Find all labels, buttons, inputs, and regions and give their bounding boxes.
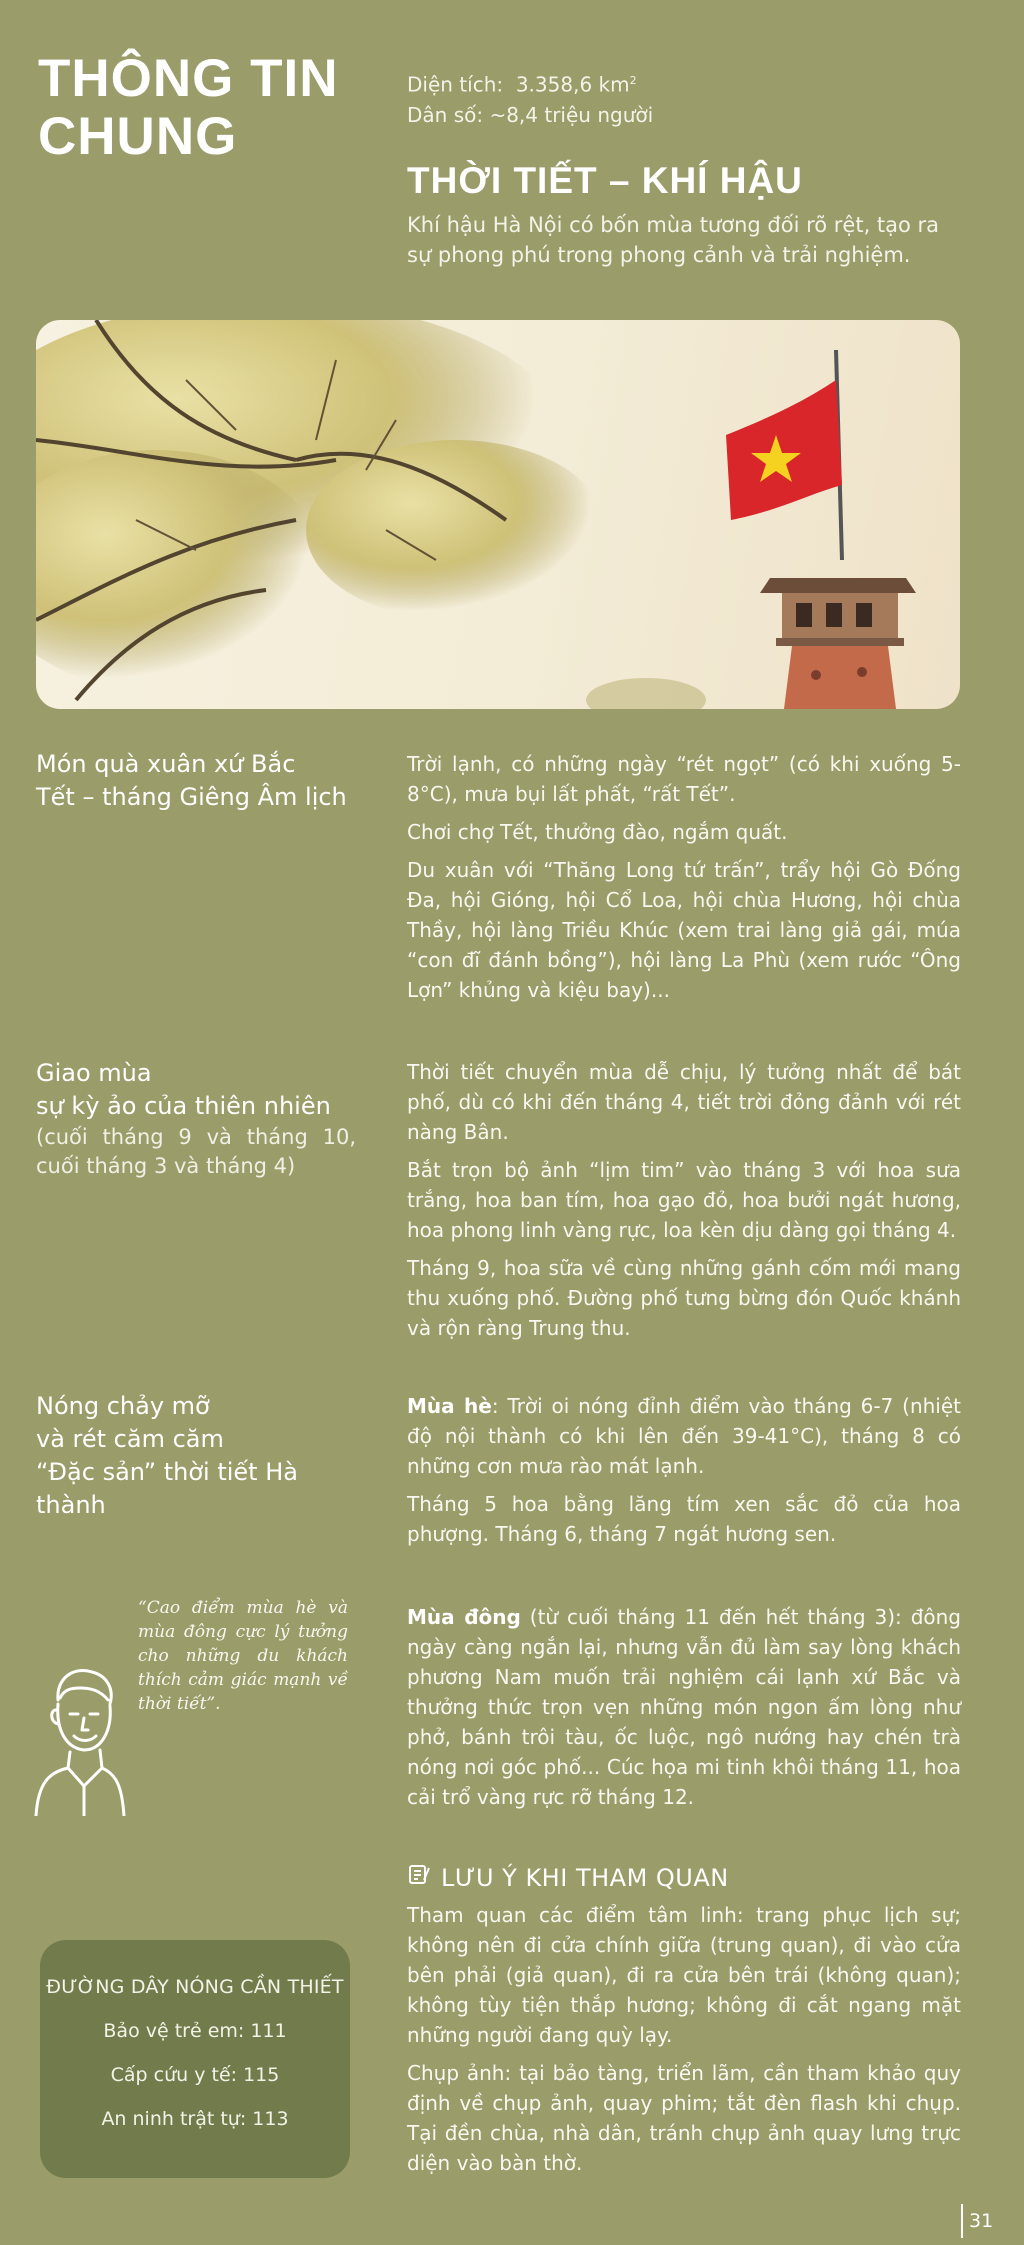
summer-paragraph-2: Tháng 5 hoa bằng lăng tím xen sắc đỏ của hoa phượng. Tháng 6, tháng 7 ngát hương sen.: [407, 1492, 961, 1546]
winter-label: Mùa đông: [407, 1605, 521, 1629]
page-title: [38, 50, 368, 166]
population-fact: Dân số: ~8,4 triệu người: [407, 102, 654, 127]
area-label: Diện tích:: [407, 72, 504, 97]
transition-paragraph-2: Bắt trọn bộ ảnh “lịm tim” vào tháng 3 với hoa sưa trắng, hoa ban tím, hoa gạo đỏ, hoa bưởi ngát hương, hoa phong linh vàng rực, loa kèn dịu dàng gọi tháng 4.: [407, 1158, 961, 1242]
transition-paragraph-1: Thời tiết chuyển mùa dễ chịu, lý tưởng nhất để bát phố, dù có khi đến tháng 4, tiết trời đỏng đảnh với rét nàng Bân.: [407, 1060, 961, 1144]
tet-text: [407, 749, 961, 1005]
hotline-child-protection: Bảo vệ trẻ em: 111: [103, 2020, 287, 2042]
hotline-medical: Cấp cứu y tế: 115: [110, 2064, 280, 2086]
transition-text: [407, 1057, 961, 1343]
page-number: 31: [961, 2204, 993, 2238]
hotline-box: [40, 1940, 350, 2178]
notes-text: [407, 1900, 961, 2178]
summer-text: [407, 1391, 961, 1549]
transition-heading-line-2: sự kỳ ảo của thiên nhiên: [36, 1092, 331, 1120]
tet-heading-line-2: Tết – tháng Giêng Âm lịch: [36, 783, 347, 811]
notes-paragraph-1: Tham quan các điểm tâm linh: trang phục lịch sự; không nên đi cửa chính giữa (trung quan), đi vào cửa bên phải (giả quan), đi ra cửa bên trái (không quan); không tùy tiện thắp hương; không đi cắt ngang mặt những người đang quỳ lạy.: [407, 1903, 961, 2047]
hotline-security: An ninh trật tự: 113: [101, 2108, 289, 2130]
tet-paragraph-2: Chơi chợ Tết, thưởng đào, ngắm quất.: [407, 820, 788, 844]
extreme-heading-line-1: Nóng chảy mỡ: [36, 1392, 210, 1420]
summer-description: : Trời oi nóng đỉnh điểm vào tháng 6-7 (nhiệt độ nội thành có khi lên đến 39-41°C), tháng 8 có những cơn mưa rào mát lạnh.: [407, 1394, 962, 1478]
area-unit-superscript: 2: [629, 74, 637, 87]
transition-paragraph-3: Tháng 9, hoa sữa về cùng những gánh cốm mới mang thu xuống phố. Đường phố tưng bừng đón Quốc khánh và rộn ràng Trung thu.: [407, 1256, 961, 1340]
notebook-icon: [407, 1862, 433, 1892]
notes-heading: [407, 1862, 729, 1892]
summer-paragraph-1: [407, 1391, 961, 1481]
quote-text: “Cao điểm mùa hè và mùa đông cực lý tưởng cho những du khách thích cảm giác mạnh về thời tiết”.: [138, 1598, 348, 1714]
area-value: 3.358,6 km: [515, 72, 630, 97]
flag-tower: [760, 578, 916, 709]
extreme-weather-heading: [36, 1390, 366, 1522]
extreme-heading-line-3: “Đặc sản” thời tiết Hà thành: [36, 1458, 298, 1519]
notes-title: LƯU Ý KHI THAM QUAN: [441, 1864, 729, 1892]
section-intro: Khí hậu Hà Nội có bốn mùa tương đối rõ rệt, tạo ra sự phong phú trong phong cảnh và trải nghiệm.: [407, 213, 940, 267]
tet-heading: [36, 748, 366, 814]
transition-heading: [36, 1057, 366, 1181]
flag: [726, 380, 842, 520]
tree-branches: [36, 320, 606, 700]
winter-text: [407, 1602, 961, 1812]
section-title: THỜI TIẾT – KHÍ HẬU: [407, 160, 803, 201]
tet-paragraph-1: Trời lạnh, có những ngày “rét ngọt” (có khi xuống 5-8°C), mưa bụi lất phất, “rất Tết”.: [407, 752, 961, 806]
winter-description: (từ cuối tháng 11 đến hết tháng 3): đông ngày càng ngắn lại, nhưng vẫn đủ làm say lòng khách phương Nam muốn trải nghiệm cái lạnh xứ Bắc và thưởng thức trọn vẹn những món ngon ấm lòng như phở, bánh trôi tàu, ốc luộc, ngô nướng hay chén trà nóng nơi góc phố... Cúc họa mi tinh khôi tháng 11, hoa cải trổ vàng rực rỡ tháng 12.: [407, 1605, 961, 1809]
quick-facts: [407, 66, 653, 130]
tet-paragraph-3: Du xuân với “Thăng Long tứ trấn”, trẩy hội Gò Đống Đa, hội Gióng, hội Cổ Loa, hội chùa Hương, hội chùa Thầy, hội làng Triều Khúc (xem trai làng giả gái, múa “con đĩ đánh bồng”), hội làng La Phù (xem rước “Ông Lợn” khủng và kiệu bay)...: [407, 858, 961, 1002]
transition-dates: (cuối tháng 9 và tháng 10, cuối tháng 3 và tháng 4): [36, 1125, 356, 1178]
area-fact: [407, 66, 653, 100]
portrait-sketch-icon: [30, 1660, 126, 1816]
hotline-title: ĐƯỜNG DÂY NÓNG CẦN THIẾT: [46, 1976, 344, 1998]
notes-paragraph-2: Chụp ảnh: tại bảo tàng, triển lãm, cần tham khảo quy định về chụp ảnh, quay phim; tắt đèn flash khi chụp. Tại đền chùa, nhà dân, tránh chụp ảnh quay lưng trực diện vào bàn thờ.: [407, 2061, 961, 2175]
summer-label: Mùa hè: [407, 1394, 492, 1418]
tet-heading-line-1: Món quà xuân xứ Bắc: [36, 750, 296, 778]
flag-tower-photo: [36, 320, 960, 709]
page-title-line-1: THÔNG TIN: [38, 49, 339, 108]
transition-heading-line-1: Giao mùa: [36, 1059, 152, 1087]
extreme-heading-line-2: và rét căm căm: [36, 1425, 224, 1453]
page-title-line-2: CHUNG: [38, 107, 238, 166]
flag-tower-illustration: [36, 320, 960, 709]
